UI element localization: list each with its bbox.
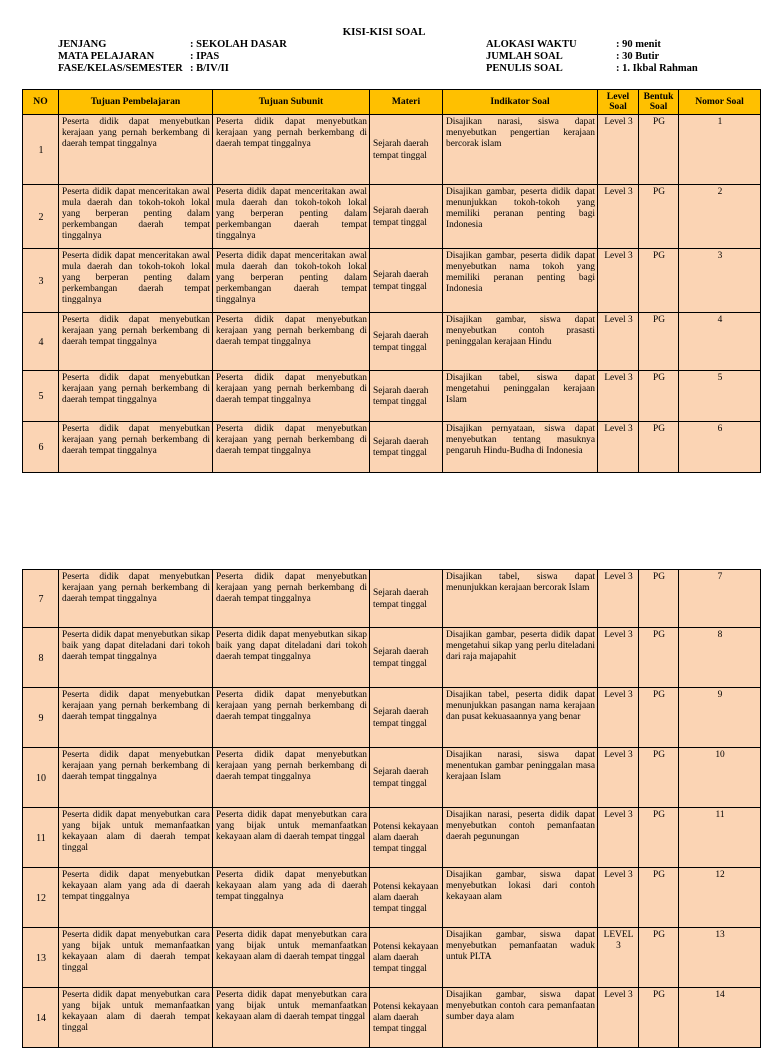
table-row [23,808,761,868]
table-cell-tujuan-pembelajaran: Peserta didik dapat menyebutkan kerajaan yang pernah berkembang di daerah tempat tinggalnya [59,115,213,185]
meta-alokasi-waktu [486,39,698,51]
table-cell-bentuk-soal: PG [639,988,679,1048]
table-cell-materi: Sejarah daerah tempat tinggal [370,688,443,748]
table-cell-no: 12 [23,868,59,928]
table-cell-bentuk-soal: PG [639,570,679,628]
table-cell-tujuan-pembelajaran: Peserta didik dapat menyebutkan kerajaan yang pernah berkembang di daerah tempat tinggalnya [59,688,213,748]
table-cell-indikator-soal: Disajikan gambar, peserta didik dapat mengetahui sikap yang perlu diteladani dari raja majapahit [443,628,598,688]
table-cell-tujuan-subunit: Peserta didik dapat menyebutkan cara yang bijak untuk memanfaatkan kekayaan alam di daerah tempat tinggal [213,928,370,988]
kisi-table-page-1 [22,89,761,473]
table-row [23,249,761,313]
table-cell-indikator-soal: Disajikan tabel, siswa dapat mengetahui peninggalan kerajaan Islam [443,371,598,422]
meta-value: : 90 menit [616,39,661,50]
kisi-table-page-2 [22,569,761,1048]
table-cell-tujuan-subunit: Peserta didik dapat menceritakan awal mula daerah dan tokoh-tokoh lokal yang berperan penting dalam perkembangan daerah tempat tinggalnya [213,185,370,249]
table-cell-level-soal: Level 3 [598,185,639,249]
table-cell-indikator-soal: Disajikan narasi, siswa dapat menyebutkan pengertian kerajaan bercorak islam [443,115,598,185]
table-cell-tujuan-pembelajaran: Peserta didik dapat menyebutkan cara yang bijak untuk memanfaatkan kekayaan alam di daerah tempat tinggal [59,988,213,1048]
table-cell-materi: Potensi kekayaan alam daerah tempat tinggal [370,928,443,988]
meta-label: JUMLAH SOAL [486,51,563,62]
table-cell-level-soal: Level 3 [598,988,639,1048]
table-cell-materi: Potensi kekayaan alam daerah tempat tinggal [370,868,443,928]
table-cell-indikator-soal: Disajikan gambar, peserta didik dapat menyebutkan nama tokoh yang memiliki peranan penting bagi Indonesia [443,249,598,313]
table-cell-nomor-soal: 14 [679,988,761,1048]
table-cell-tujuan-subunit: Peserta didik dapat menyebutkan kerajaan yang pernah berkembang di daerah tempat tinggalnya [213,688,370,748]
table-row [23,868,761,928]
table-row [23,748,761,808]
table-cell-level-soal: Level 3 [598,422,639,473]
table-cell-tujuan-subunit: Peserta didik dapat menyebutkan cara yang bijak untuk memanfaatkan kekayaan alam di daerah tempat tinggal [213,808,370,868]
meta-value: : 30 Butir [616,51,660,62]
header-materi: Materi [370,90,443,115]
table-cell-tujuan-subunit: Peserta didik dapat menyebutkan kerajaan yang pernah berkembang di daerah tempat tinggalnya [213,371,370,422]
table-cell-level-soal: Level 3 [598,868,639,928]
table-cell-nomor-soal: 13 [679,928,761,988]
table-cell-level-soal: Level 3 [598,688,639,748]
table-cell-bentuk-soal: PG [639,808,679,868]
table-cell-materi: Sejarah daerah tempat tinggal [370,748,443,808]
table-cell-materi: Sejarah daerah tempat tinggal [370,570,443,628]
header-nomor-soal: Nomor Soal [679,90,761,115]
table-cell-materi: Sejarah daerah tempat tinggal [370,371,443,422]
table-cell-no: 11 [23,808,59,868]
table-cell-tujuan-pembelajaran: Peserta didik dapat menyebutkan cara yang bijak untuk memanfaatkan kekayaan alam di daerah tempat tinggal [59,928,213,988]
table-cell-indikator-soal: Disajikan gambar, siswa dapat menyebutkan contoh prasasti peninggalan kerajaan Hindu [443,313,598,371]
table-cell-tujuan-pembelajaran: Peserta didik dapat menyebutkan kerajaan yang pernah berkembang di daerah tempat tinggalnya [59,570,213,628]
table-cell-tujuan-pembelajaran: Peserta didik dapat menyebutkan kerajaan yang pernah berkembang di daerah tempat tinggalnya [59,422,213,473]
table-cell-materi: Sejarah daerah tempat tinggal [370,628,443,688]
table-cell-nomor-soal: 3 [679,249,761,313]
table-cell-tujuan-pembelajaran: Peserta didik dapat menyebutkan kerajaan yang pernah berkembang di daerah tempat tinggalnya [59,371,213,422]
header-bentuk-soal: Bentuk Soal [639,90,679,115]
table-row [23,115,761,185]
meta-label: MATA PELAJARAN [58,51,155,62]
table-cell-nomor-soal: 6 [679,422,761,473]
table-cell-tujuan-pembelajaran: Peserta didik dapat menyebutkan cara yang bijak untuk memanfaatkan kekayaan alam di daerah tempat tinggal [59,808,213,868]
table-cell-tujuan-pembelajaran: Peserta didik dapat menyebutkan kerajaan yang pernah berkembang di daerah tempat tinggalnya [59,748,213,808]
table-cell-no: 8 [23,628,59,688]
table-cell-indikator-soal: Disajikan narasi, peserta didik dapat menyebutkan contoh pemanfaatan daerah pegunungan [443,808,598,868]
table-cell-nomor-soal: 7 [679,570,761,628]
table-cell-nomor-soal: 4 [679,313,761,371]
table-cell-level-soal: Level 3 [598,249,639,313]
table-cell-materi: Potensi kekayaan alam daerah tempat tinggal [370,988,443,1048]
table-body-page-2 [23,570,761,1048]
meta-mata-pelajaran [58,51,287,63]
header-indikator-soal: Indikator Soal [443,90,598,115]
table-row [23,928,761,988]
table-cell-indikator-soal: Disajikan tabel, siswa dapat menunjukkan kerajaan bercorak Islam [443,570,598,628]
table-cell-no: 6 [23,422,59,473]
table-cell-level-soal: Level 3 [598,808,639,868]
meta-value: : 1. Ikbal Rahman [616,63,698,74]
table-cell-nomor-soal: 2 [679,185,761,249]
table-cell-nomor-soal: 8 [679,628,761,688]
table-row [23,570,761,628]
table-cell-indikator-soal: Disajikan tabel, peserta didik dapat menunjukkan pasangan nama kerajaan dan pusat kekuasaannya yang benar [443,688,598,748]
table-cell-materi: Potensi kekayaan alam daerah tempat tinggal [370,808,443,868]
table-cell-indikator-soal: Disajikan gambar, siswa dapat menyebutkan contoh cara pemanfaatan sumber daya alam [443,988,598,1048]
meta-value: : SEKOLAH DASAR [190,39,287,50]
table-cell-no: 1 [23,115,59,185]
meta-label: FASE/KELAS/SEMESTER [58,63,183,74]
meta-left [58,39,287,75]
table-cell-materi: Sejarah daerah tempat tinggal [370,249,443,313]
table-cell-tujuan-subunit: Peserta didik dapat menyebutkan sikap baik yang dapat diteladani dari tokoh daerah tempat tinggalnya [213,628,370,688]
document-title: KISI-KISI SOAL [342,26,426,38]
table-row [23,688,761,748]
meta-penulis-soal [486,63,698,75]
meta-fase-kelas-semester [58,63,287,75]
table-cell-tujuan-subunit: Peserta didik dapat menyebutkan kerajaan yang pernah berkembang di daerah tempat tinggalnya [213,313,370,371]
table-cell-indikator-soal: Disajikan narasi, siswa dapat menentukan gambar peninggalan masa kerajaan Islam [443,748,598,808]
table-cell-no: 5 [23,371,59,422]
table-cell-tujuan-pembelajaran: Peserta didik dapat menyebutkan kekayaan alam yang ada di daerah tempat tinggalnya [59,868,213,928]
table-cell-level-soal: Level 3 [598,570,639,628]
table-cell-bentuk-soal: PG [639,928,679,988]
table-cell-level-soal: Level 3 [598,115,639,185]
meta-jumlah-soal [486,51,698,63]
header-tujuan-subunit: Tujuan Subunit [213,90,370,115]
table-cell-tujuan-subunit: Peserta didik dapat menceritakan awal mula daerah dan tokoh-tokoh lokal yang berperan penting dalam perkembangan daerah tempat tinggalnya [213,249,370,313]
table-cell-nomor-soal: 10 [679,748,761,808]
table-cell-indikator-soal: Disajikan gambar, peserta didik dapat menunjukkan tokoh-tokoh yang memiliki peranan penting bagi Indonesia [443,185,598,249]
table-cell-indikator-soal: Disajikan pernyataan, siswa dapat menyebutkan tentang masuknya pengaruh Hindu-Budha di Indonesia [443,422,598,473]
table-cell-materi: Sejarah daerah tempat tinggal [370,422,443,473]
table-row [23,185,761,249]
table-cell-tujuan-subunit: Peserta didik dapat menyebutkan cara yang bijak untuk memanfaatkan kekayaan alam di daerah tempat tinggal [213,988,370,1048]
table-cell-tujuan-pembelajaran: Peserta didik dapat menceritakan awal mula daerah dan tokoh-tokoh lokal yang berperan penting dalam perkembangan daerah tempat tinggalnya [59,249,213,313]
table-cell-no: 3 [23,249,59,313]
table-cell-tujuan-subunit: Peserta didik dapat menyebutkan kerajaan yang pernah berkembang di daerah tempat tinggalnya [213,748,370,808]
table-cell-bentuk-soal: PG [639,249,679,313]
table-cell-tujuan-subunit: Peserta didik dapat menyebutkan kerajaan yang pernah berkembang di daerah tempat tinggalnya [213,115,370,185]
table-cell-level-soal: Level 3 [598,748,639,808]
table-cell-tujuan-subunit: Peserta didik dapat menyebutkan kerajaan yang pernah berkembang di daerah tempat tinggalnya [213,570,370,628]
header-level-soal: Level Soal [598,90,639,115]
header-no: NO [23,90,59,115]
table-cell-bentuk-soal: PG [639,628,679,688]
table-cell-no: 10 [23,748,59,808]
table-cell-level-soal: Level 3 [598,371,639,422]
header-tujuan-pembelajaran: Tujuan Pembelajaran [59,90,213,115]
table-cell-materi: Sejarah daerah tempat tinggal [370,313,443,371]
table-cell-materi: Sejarah daerah tempat tinggal [370,185,443,249]
table-cell-tujuan-pembelajaran: Peserta didik dapat menceritakan awal mula daerah dan tokoh-tokoh lokal yang berperan penting dalam perkembangan daerah tempat tinggalnya [59,185,213,249]
table-header-row [23,90,761,115]
table-cell-level-soal: LEVEL 3 [598,928,639,988]
meta-label: PENULIS SOAL [486,63,563,74]
table-row [23,313,761,371]
table-body-page-1 [23,115,761,473]
meta-label: ALOKASI WAKTU [486,39,577,50]
table-cell-bentuk-soal: PG [639,313,679,371]
meta-right [486,39,698,75]
table-cell-no: 7 [23,570,59,628]
meta-value: : B/IV/II [190,63,229,74]
meta-label: JENJANG [58,39,107,50]
table-cell-no: 14 [23,988,59,1048]
table-row [23,628,761,688]
table-cell-level-soal: Level 3 [598,628,639,688]
table-cell-no: 2 [23,185,59,249]
table-cell-bentuk-soal: PG [639,371,679,422]
table-cell-nomor-soal: 12 [679,868,761,928]
table-cell-nomor-soal: 9 [679,688,761,748]
table-cell-level-soal: Level 3 [598,313,639,371]
table-cell-indikator-soal: Disajikan gambar, siswa dapat menyebutkan lokasi dari contoh kekayaan alam [443,868,598,928]
table-cell-no: 9 [23,688,59,748]
table-cell-nomor-soal: 5 [679,371,761,422]
table-cell-indikator-soal: Disajikan gambar, siswa dapat menyebutkan pemanfaatan waduk untuk PLTA [443,928,598,988]
meta-jenjang [58,39,287,51]
table-cell-no: 4 [23,313,59,371]
table-cell-materi: Sejarah daerah tempat tinggal [370,115,443,185]
table-row [23,422,761,473]
table-row [23,988,761,1048]
table-cell-bentuk-soal: PG [639,422,679,473]
table-cell-bentuk-soal: PG [639,868,679,928]
table-cell-bentuk-soal: PG [639,115,679,185]
table-cell-nomor-soal: 11 [679,808,761,868]
table-cell-bentuk-soal: PG [639,748,679,808]
table-cell-tujuan-pembelajaran: Peserta didik dapat menyebutkan kerajaan yang pernah berkembang di daerah tempat tinggalnya [59,313,213,371]
table-cell-tujuan-subunit: Peserta didik dapat menyebutkan kerajaan yang pernah berkembang di daerah tempat tinggalnya [213,422,370,473]
table-cell-bentuk-soal: PG [639,185,679,249]
table-cell-tujuan-pembelajaran: Peserta didik dapat menyebutkan sikap baik yang dapat diteladani dari tokoh daerah tempat tinggalnya [59,628,213,688]
table-cell-no: 13 [23,928,59,988]
meta-value: : IPAS [190,51,220,62]
table-row [23,371,761,422]
table-cell-tujuan-subunit: Peserta didik dapat menyebutkan kekayaan alam yang ada di daerah tempat tinggalnya [213,868,370,928]
table-cell-bentuk-soal: PG [639,688,679,748]
table-cell-nomor-soal: 1 [679,115,761,185]
